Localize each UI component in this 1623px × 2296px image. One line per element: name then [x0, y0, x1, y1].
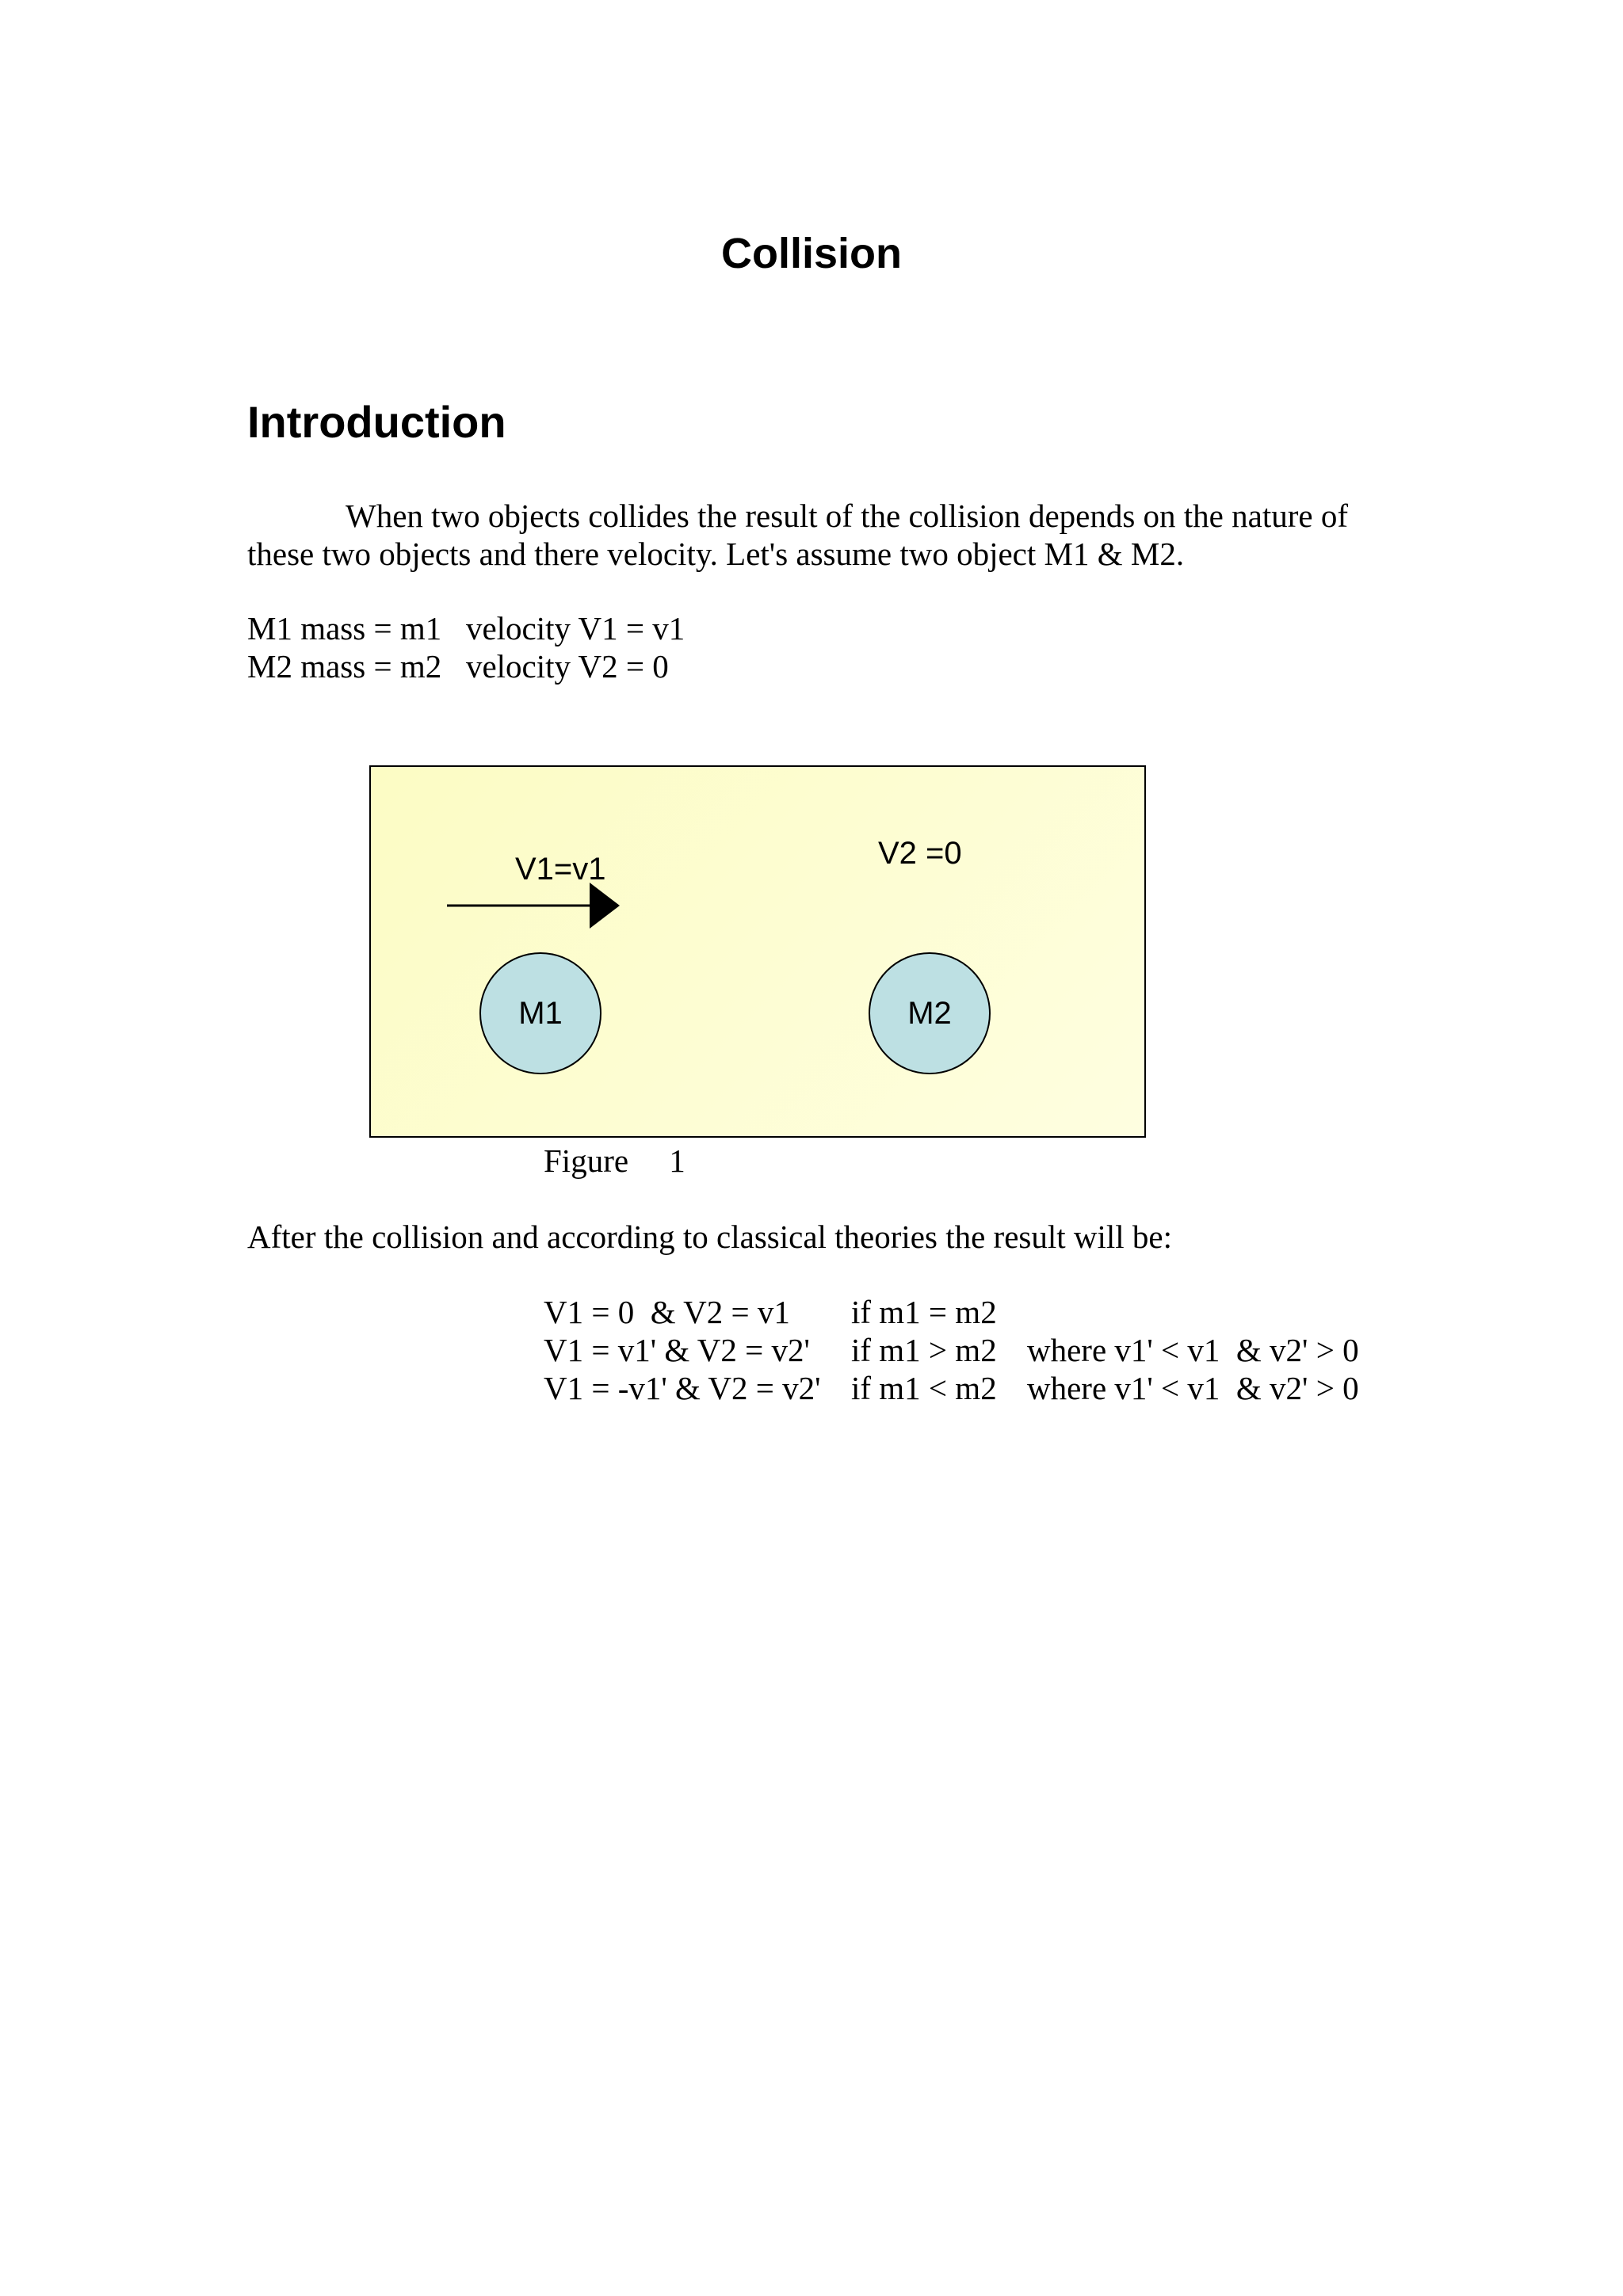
- mass-m2-label: M2: [907, 995, 952, 1031]
- page-title: Collision: [721, 230, 902, 277]
- mass-m1: [479, 952, 601, 1074]
- v1-label: V1=v1: [515, 852, 606, 887]
- result-equation: V1 = v1' & V2 = v2': [544, 1332, 810, 1368]
- after-collision-text: After the collision and according to classical theories the result will be:: [247, 1219, 1172, 1255]
- mass-m1-label: M1: [518, 995, 563, 1031]
- result-row: [544, 1293, 1359, 1331]
- collision-figure: [369, 765, 1146, 1138]
- intro-line-2: these two objects and there velocity. Let's assume two object M1 & M2.: [247, 536, 1185, 572]
- result-where: where v1' < v1 & v2' > 0: [1027, 1370, 1359, 1406]
- result-where: where v1' < v1 & v2' > 0: [1027, 1332, 1359, 1368]
- result-row: [544, 1369, 1359, 1407]
- intro-paragraph: [247, 497, 1388, 573]
- result-equation: V1 = 0 & V2 = v1: [544, 1294, 790, 1330]
- definition-m2: M2 mass = m2 velocity V2 = 0: [247, 648, 669, 685]
- definitions: [247, 609, 685, 685]
- right-arrow-icon: [447, 878, 637, 933]
- definition-m1: M1 mass = m1 velocity V1 = v1: [247, 610, 685, 646]
- v2-label: V2 =0: [878, 836, 962, 871]
- results-list: [544, 1293, 1359, 1407]
- result-condition: if m1 < m2: [851, 1370, 997, 1406]
- figure-caption: Figure 1: [544, 1142, 685, 1179]
- result-row: [544, 1331, 1359, 1369]
- intro-line-1: When two objects collides the result of the collision depends on the nature of: [346, 498, 1348, 534]
- result-condition: if m1 > m2: [851, 1332, 997, 1368]
- mass-m2: [869, 952, 991, 1074]
- result-condition: if m1 = m2: [851, 1294, 997, 1330]
- section-heading: Introduction: [247, 397, 506, 447]
- result-equation: V1 = -v1' & V2 = v2': [544, 1370, 821, 1406]
